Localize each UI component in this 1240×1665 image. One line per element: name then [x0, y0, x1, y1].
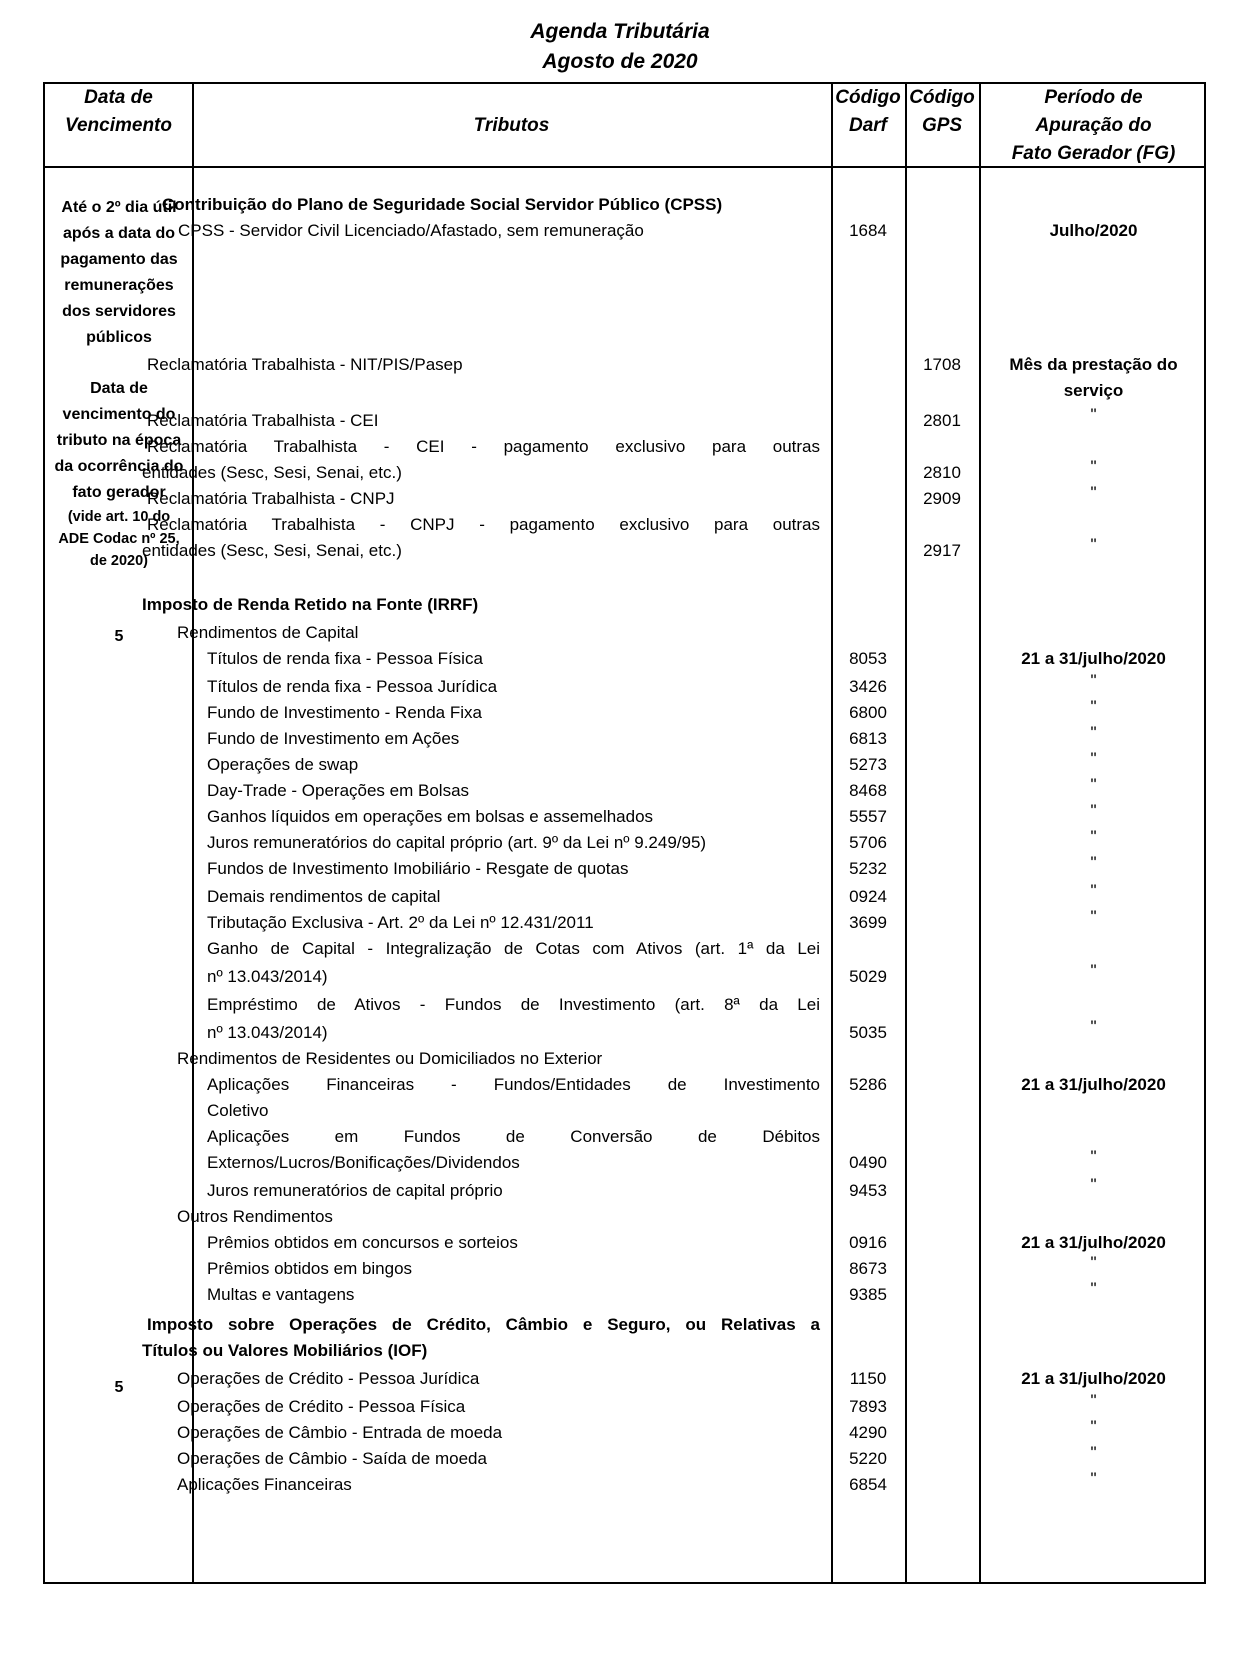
- darf-code: 0924: [849, 887, 887, 906]
- periodo-apuracao: ": [1090, 853, 1097, 872]
- tributo-text: Títulos de renda fixa - Pessoa Jurídica: [207, 677, 498, 696]
- page-title: Agenda Tributária: [530, 20, 710, 43]
- date-cell-iof: 5: [114, 1379, 124, 1396]
- tributo-text: Operações de Câmbio - Entrada de moeda: [177, 1423, 503, 1442]
- tributo-text: Coletivo: [207, 1101, 269, 1120]
- tributo-text: nº 13.043/2014): [207, 1023, 328, 1042]
- header-line: Período de: [1044, 87, 1143, 108]
- periodo-apuracao: ": [1090, 457, 1097, 476]
- periodo-apuracao: ": [1090, 1443, 1097, 1462]
- darf-code: 3699: [849, 913, 887, 932]
- tributo-text: Fundo de Investimento - Renda Fixa: [207, 703, 482, 722]
- tributo-text: Ganhos líquidos em operações em bolsas e assemelhados: [207, 807, 654, 826]
- tributo-text: Demais rendimentos de capital: [207, 887, 441, 906]
- tributo-text: Reclamatória Trabalhista - CEI: [147, 411, 379, 430]
- darf-code: 6813: [849, 729, 887, 748]
- periodo-apuracao: ": [1090, 697, 1097, 716]
- periodo-apuracao: ": [1090, 1017, 1097, 1036]
- periodo-apuracao: ": [1090, 749, 1097, 768]
- periodo-apuracao: 21 a 31/julho/2020: [1021, 649, 1166, 668]
- tributo-text: Prêmios obtidos em concursos e sorteios: [207, 1233, 518, 1252]
- tributo-text: Rendimentos de Residentes ou Domiciliados no Exterior: [177, 1049, 603, 1068]
- tributo-text: Aplicações em Fundos de Conversão de Débitos: [207, 1127, 820, 1146]
- tributo-text: Ganho de Capital - Integralização de Cotas com Ativos (art. 1ª da Lei: [207, 939, 820, 958]
- darf-code: 6800: [849, 703, 887, 722]
- tributo-text: Reclamatória Trabalhista - CNPJ - pagamento exclusivo para outras: [147, 515, 820, 534]
- date-line: Até o 2º dia útil: [61, 199, 177, 216]
- gps-code: 2909: [923, 489, 961, 508]
- periodo-apuracao: ": [1090, 1175, 1097, 1194]
- header-line: GPS: [921, 115, 963, 136]
- tributo-text: Multas e vantagens: [207, 1285, 355, 1304]
- tax-agenda-table: [43, 82, 1206, 1584]
- date-line: dos servidores: [62, 303, 176, 320]
- darf-code: 0916: [849, 1233, 887, 1252]
- header-line: Código: [909, 87, 975, 108]
- periodo-apuracao: Mês da prestação do: [1009, 355, 1178, 374]
- tributo-text: entidades (Sesc, Sesi, Senai, etc.): [142, 541, 402, 560]
- header-darf: [831, 84, 905, 140]
- darf-code: 8053: [849, 649, 887, 668]
- tributo-text: Títulos de renda fixa - Pessoa Física: [207, 649, 483, 668]
- periodo-apuracao: ": [1090, 405, 1097, 424]
- header-line: Apuração do: [1035, 115, 1152, 136]
- gps-code: 2810: [923, 463, 961, 482]
- page-subtitle: Agosto de 2020: [542, 50, 698, 73]
- tributo-text: Imposto sobre Operações de Crédito, Câmbio e Seguro, ou Relativas a: [147, 1315, 820, 1334]
- tributo-text: Reclamatória Trabalhista - CNPJ: [147, 489, 395, 508]
- header-gps: [905, 84, 979, 140]
- tributo-text: Outros Rendimentos: [177, 1207, 333, 1226]
- tributo-text: Rendimentos de Capital: [177, 623, 359, 642]
- date-line: vencimento do: [62, 406, 176, 423]
- header-line: Código: [835, 87, 901, 108]
- date-line: ADE Codac nº 25,: [58, 531, 180, 547]
- darf-code: 5029: [849, 967, 887, 986]
- darf-code: 5232: [849, 859, 887, 878]
- periodo-apuracao: ": [1090, 907, 1097, 926]
- tributo-text: Imposto de Renda Retido na Fonte (IRRF): [142, 595, 479, 614]
- darf-code: 8468: [849, 781, 887, 800]
- periodo-apuracao: ": [1090, 671, 1097, 690]
- periodo-apuracao: ": [1090, 483, 1097, 502]
- tributo-text: Tributação Exclusiva - Art. 2º da Lei nº 12.431/2011: [207, 913, 594, 932]
- date-line: após a data do: [62, 225, 176, 242]
- date-line: de 2020): [89, 553, 149, 569]
- periodo-apuracao: ": [1090, 1391, 1097, 1410]
- darf-code: 1684: [849, 221, 887, 240]
- periodo-apuracao: ": [1090, 1147, 1097, 1166]
- tributo-text: Contribuição do Plano de Seguridade Social Servidor Público (CPSS): [162, 195, 723, 214]
- darf-code: 5706: [849, 833, 887, 852]
- periodo-apuracao: 21 a 31/julho/2020: [1021, 1075, 1166, 1094]
- darf-code: 5035: [849, 1023, 887, 1042]
- periodo-apuracao: ": [1090, 961, 1097, 980]
- periodo-apuracao: 21 a 31/julho/2020: [1021, 1233, 1166, 1252]
- periodo-apuracao: ": [1090, 1417, 1097, 1436]
- periodo-apuracao: ": [1090, 881, 1097, 900]
- date-line: da ocorrência do: [54, 458, 184, 475]
- tributo-text: Prêmios obtidos em bingos: [207, 1259, 413, 1278]
- darf-code: 8673: [849, 1259, 887, 1278]
- periodo-apuracao: ": [1090, 1253, 1097, 1272]
- header-line: Vencimento: [65, 115, 172, 136]
- tributo-text: Day-Trade - Operações em Bolsas: [207, 781, 470, 800]
- header-line: Darf: [848, 115, 887, 136]
- periodo-apuracao: ": [1090, 1469, 1097, 1488]
- tributo-text: Aplicações Financeiras - Fundos/Entidades de Investimento: [207, 1075, 820, 1094]
- gps-code: 2801: [923, 411, 961, 430]
- darf-code: 5220: [849, 1449, 887, 1468]
- darf-code: 6854: [849, 1475, 887, 1494]
- darf-code: 5273: [849, 755, 887, 774]
- periodo-apuracao: Julho/2020: [1049, 221, 1138, 240]
- date-cell-irrf: 5: [114, 628, 124, 645]
- date-line: remunerações: [64, 277, 174, 294]
- tributo-text: Externos/Lucros/Bonificações/Dividendos: [207, 1153, 520, 1172]
- darf-code: 9453: [849, 1181, 887, 1200]
- tributo-text: Operações de swap: [207, 755, 359, 774]
- header-vencimento: [45, 84, 192, 140]
- header-line: Data de: [84, 87, 153, 108]
- gps-code: 1708: [923, 355, 961, 374]
- darf-code: 1150: [849, 1369, 887, 1388]
- tributo-text: Fundo de Investimento em Ações: [207, 729, 460, 748]
- header-tributos: Tributos: [473, 115, 550, 136]
- tributo-text: Juros remuneratórios de capital próprio: [207, 1181, 503, 1200]
- tributo-text: Reclamatória Trabalhista - CEI - pagamento exclusivo para outras: [147, 437, 820, 456]
- date-line: (vide art. 10 do: [67, 509, 171, 525]
- tributo-text: entidades (Sesc, Sesi, Senai, etc.): [142, 463, 402, 482]
- periodo-apuracao: ": [1090, 827, 1097, 846]
- darf-code: 7893: [849, 1397, 887, 1416]
- periodo-apuracao: ": [1090, 1279, 1097, 1298]
- tributo-text: Operações de Crédito - Pessoa Jurídica: [177, 1369, 480, 1388]
- column-divider: [905, 84, 907, 1582]
- tributo-text: Operações de Câmbio - Saída de moeda: [177, 1449, 487, 1468]
- tributo-text: Títulos ou Valores Mobiliários (IOF): [142, 1341, 428, 1360]
- date-line: tributo na época: [56, 432, 182, 449]
- periodo-apuracao: serviço: [1063, 381, 1124, 400]
- tributo-text: Empréstimo de Ativos - Fundos de Investimento (art. 8ª da Lei: [207, 995, 820, 1014]
- header-periodo: [979, 84, 1208, 168]
- periodo-apuracao: ": [1090, 775, 1097, 794]
- darf-code: 5286: [849, 1075, 887, 1094]
- darf-code: 5557: [849, 807, 887, 826]
- tributo-text: Fundos de Investimento Imobiliário - Resgate de quotas: [207, 859, 629, 878]
- date-line: pagamento das: [60, 251, 178, 268]
- tributo-text: Operações de Crédito - Pessoa Física: [177, 1397, 466, 1416]
- periodo-apuracao: ": [1090, 801, 1097, 820]
- header-line: Fato Gerador (FG): [1011, 143, 1176, 164]
- tributo-text: nº 13.043/2014): [207, 967, 328, 986]
- tributo-text: Juros remuneratórios do capital próprio (art. 9º da Lei nº 9.249/95): [207, 833, 707, 852]
- date-cell-cpss: [45, 195, 193, 351]
- tributo-text: Reclamatória Trabalhista - NIT/PIS/Pasep: [147, 355, 463, 374]
- tributo-text: CPSS - Servidor Civil Licenciado/Afastado, sem remuneração: [178, 221, 644, 240]
- periodo-apuracao: ": [1090, 723, 1097, 742]
- periodo-apuracao: 21 a 31/julho/2020: [1021, 1369, 1166, 1388]
- darf-code: 4290: [849, 1423, 887, 1442]
- periodo-apuracao: ": [1090, 535, 1097, 554]
- tributo-text: Aplicações Financeiras: [177, 1475, 352, 1494]
- date-line: públicos: [86, 329, 152, 346]
- darf-code: 3426: [849, 677, 887, 696]
- date-line: fato gerador: [72, 484, 166, 501]
- date-line: Data de: [90, 380, 148, 397]
- darf-code: 9385: [849, 1285, 887, 1304]
- gps-code: 2917: [923, 541, 961, 560]
- darf-code: 0490: [849, 1153, 887, 1172]
